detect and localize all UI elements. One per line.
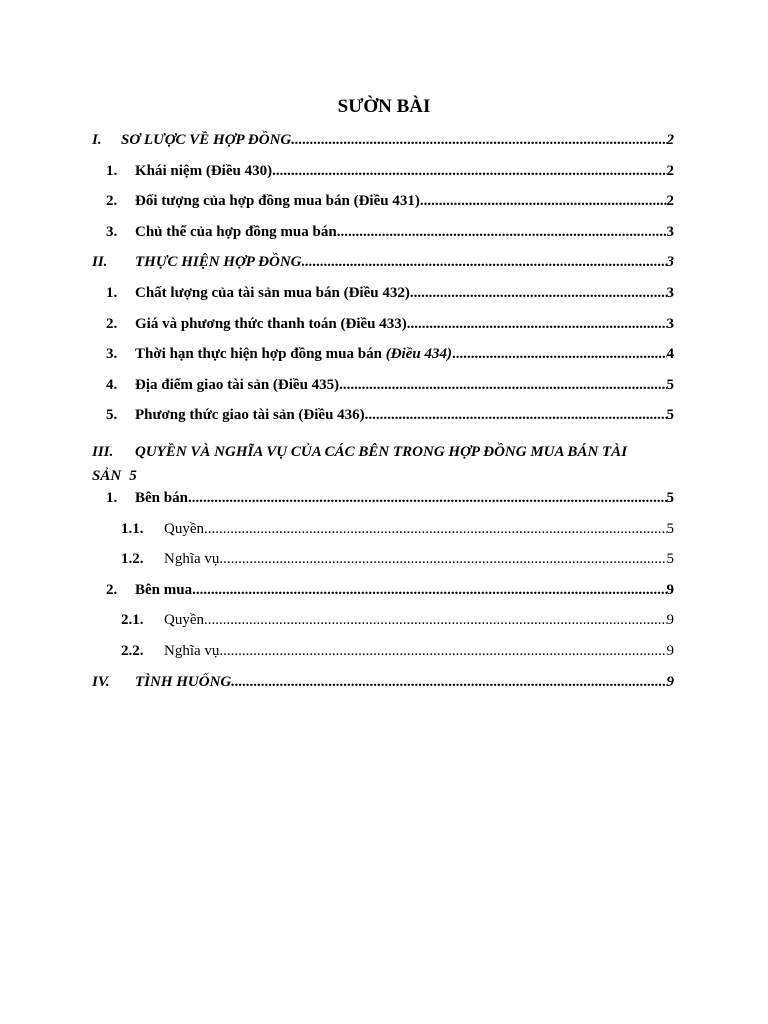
- toc-number: 2.1.: [121, 612, 144, 629]
- toc-page-number: 3: [666, 223, 674, 240]
- toc-entry-2-5[interactable]: [92, 407, 674, 438]
- toc-number: 1.1.: [121, 520, 144, 537]
- toc-entry-3-2[interactable]: [92, 582, 674, 613]
- toc-entry-3-2-1[interactable]: [92, 612, 674, 643]
- toc-page-number: 9: [666, 642, 674, 659]
- toc-leader-dots: [410, 285, 667, 302]
- toc-label: Nghĩa vụ: [164, 551, 220, 568]
- toc-leader-dots: [302, 254, 667, 271]
- toc-entry-2-2[interactable]: [92, 316, 674, 347]
- toc-number: IV.: [92, 673, 110, 690]
- toc-label: TÌNH HUỐNG: [135, 673, 232, 690]
- toc-label-italic: (Điều 434): [385, 346, 452, 363]
- toc-number: 1.: [106, 489, 118, 506]
- toc-number: 2.: [106, 315, 118, 332]
- toc-entry-section-4[interactable]: [92, 674, 674, 705]
- toc-entry-2-4[interactable]: [92, 377, 674, 408]
- toc-number: 3.: [106, 346, 118, 363]
- toc-number: 4.: [106, 376, 118, 393]
- toc-entry-3-1[interactable]: [92, 490, 674, 521]
- toc-entry-3-1-2[interactable]: [92, 551, 674, 582]
- toc-label: Quyền: [164, 520, 204, 537]
- toc-number: 3.: [106, 223, 118, 240]
- toc-label: Giá và phương thức thanh toán (Điều 433): [135, 315, 407, 332]
- toc-label: Chủ thể của hợp đồng mua bán: [135, 223, 337, 240]
- toc-leader-dots: [204, 521, 667, 538]
- toc-leader-dots: [219, 551, 666, 568]
- toc-entry-1-2[interactable]: [92, 193, 674, 224]
- toc-page-number: 3: [666, 315, 674, 332]
- toc-label: Quyền: [164, 612, 204, 629]
- toc-leader-dots: [365, 407, 667, 424]
- table-of-contents: [92, 132, 674, 704]
- toc-entry-section-3[interactable]: [92, 438, 674, 488]
- toc-number: 1.: [106, 162, 118, 179]
- toc-leader-dots: [231, 674, 666, 691]
- toc-entry-section-1[interactable]: [92, 132, 674, 163]
- toc-page-number: 4: [666, 346, 674, 363]
- toc-page-number: 5: [666, 376, 674, 393]
- toc-number: II.: [92, 254, 108, 271]
- toc-page-number: 5: [666, 551, 674, 568]
- toc-number: 1.: [106, 284, 118, 301]
- toc-number: I.: [92, 132, 102, 148]
- toc-page-number: 2: [666, 162, 674, 179]
- toc-page-number: 5: [666, 520, 674, 537]
- toc-page-number: 9: [666, 581, 674, 598]
- toc-number: 2.: [106, 193, 118, 210]
- toc-entry-2-3[interactable]: [92, 346, 674, 377]
- toc-number: 2.: [106, 581, 118, 598]
- toc-label: [135, 346, 452, 363]
- toc-label: Chất lượng của tài sản mua bán (Điều 432): [135, 284, 410, 301]
- toc-label: Nghĩa vụ: [164, 642, 220, 659]
- toc-leader-dots: [337, 224, 667, 241]
- toc-number: 2.2.: [121, 642, 144, 659]
- toc-leader-dots: [192, 582, 666, 599]
- toc-leader-dots: [219, 643, 666, 660]
- toc-label: THỰC HIỆN HỢP ĐỒNG: [135, 254, 302, 271]
- toc-number: III.: [92, 443, 114, 460]
- toc-label: Địa điểm giao tài sản (Điều 435): [135, 376, 340, 393]
- toc-leader-dots: [407, 316, 667, 333]
- toc-label: Bên bán: [135, 489, 188, 506]
- toc-entry-3-2-2[interactable]: [92, 643, 674, 674]
- toc-label: Khái niệm (Điều 430): [135, 162, 273, 179]
- toc-page-number: 5: [666, 407, 674, 424]
- toc-label: QUYỀN VÀ NGHĨA VỤ CỦA CÁC BÊN TRONG HỢP ĐỒNG MUA BÁN TÀI SẢN: [92, 443, 628, 484]
- toc-leader-dots: [452, 346, 667, 363]
- toc-page-number: 3: [666, 254, 674, 271]
- toc-label: SƠ LƯỢC VỀ HỢP ĐỒNG: [121, 132, 292, 148]
- toc-page-number: 2: [666, 132, 674, 148]
- toc-label: Bên mua: [135, 581, 193, 598]
- toc-label: Đối tượng của hợp đồng mua bán (Điều 431): [135, 193, 420, 210]
- toc-page-number: 5: [666, 489, 674, 506]
- toc-leader-dots: [420, 193, 667, 210]
- toc-page-number: 2: [666, 193, 674, 210]
- toc-label: Phương thức giao tài sản (Điều 436): [135, 407, 365, 424]
- page-title: SƯỜN BÀI: [337, 96, 431, 117]
- toc-leader-dots: [188, 490, 667, 507]
- toc-label-text: Thời hạn thực hiện hợp đồng mua bán: [135, 346, 382, 363]
- toc-number: 5.: [106, 407, 118, 424]
- toc-entry-3-1-1[interactable]: [92, 521, 674, 552]
- toc-entry-2-1[interactable]: [92, 285, 674, 316]
- toc-entry-1-3[interactable]: [92, 224, 674, 255]
- toc-page-number: 9: [666, 673, 674, 690]
- toc-page-number: 5: [129, 467, 137, 484]
- toc-page-number: 9: [666, 612, 674, 629]
- toc-leader-dots: [339, 377, 666, 394]
- toc-entry-1-1[interactable]: [92, 163, 674, 194]
- toc-entry-section-2[interactable]: [92, 254, 674, 285]
- toc-leader-dots: [272, 163, 666, 180]
- toc-page-number: 3: [666, 284, 674, 301]
- toc-number: 1.2.: [121, 551, 144, 568]
- toc-leader-dots: [291, 132, 666, 149]
- toc-leader-dots: [204, 612, 667, 629]
